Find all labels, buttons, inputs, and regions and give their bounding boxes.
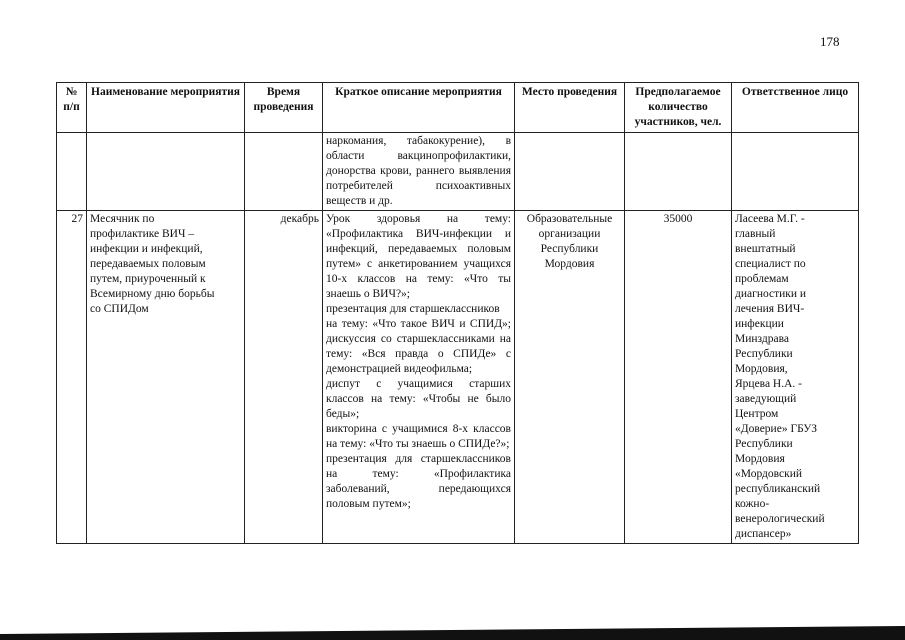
cell-place — [515, 133, 625, 211]
cell-responsible — [732, 133, 859, 211]
cell-time: декабрь — [245, 211, 323, 544]
header-responsible: Ответственное лицо — [732, 83, 859, 133]
cell-place: Образовательные организации Республики Мордовия — [515, 211, 625, 544]
events-table — [56, 82, 859, 544]
cell-desc: Урок здоровья на тему: «Профилактика ВИЧ-инфекции и инфекций, передаваемых половым путем» с анкетированием учащихся 10-х классов на тему: «Что ты знаешь о ВИЧ?»; презентация для старшеклассников на тему: «Что такое ВИЧ и СПИД»; дискуссия со старшеклассниками на тему: «Вся правда о СПИДе» с демонстрацией видеофильма; диспут с учащимися старших классов на тему: «Чтобы не было беды»; викторина с учащимися 8-х классов на тему: «Что ты знаешь о СПИДе?»; презентация для старшеклассников на тему: «Профилактика заболеваний, передающихся половым путем»; — [323, 211, 515, 544]
header-num: № п/п — [57, 83, 87, 133]
cell-count — [625, 133, 732, 211]
header-desc: Краткое описание мероприятия — [323, 83, 515, 133]
header-row — [57, 83, 859, 133]
cell-name: Месячник по профилактике ВИЧ – инфекции и инфекций, передаваемых половым путем, приуроченный к Всемирному дню борьбы со СПИДом — [87, 211, 245, 544]
header-time: Время проведения — [245, 83, 323, 133]
page-number: 178 — [820, 34, 840, 49]
header-place: Место проведения — [515, 83, 625, 133]
table-row — [57, 133, 859, 211]
header-name: Наименование мероприятия — [87, 83, 245, 133]
header-count: Предполагаемое количество участников, чел. — [625, 83, 732, 133]
cell-count: 35000 — [625, 211, 732, 544]
cell-responsible: Ласеева М.Г. - главный внештатный специалист по проблемам диагностики и лечения ВИЧ- инфекции Минздрава Республики Мордовия, Ярцева Н.А. - заведующий Центром «Доверие» ГБУЗ Республики Мордовия «Мордовский республиканский кожно- венерологический диспансер» — [732, 211, 859, 544]
cell-desc: наркомания, табакокурение), в области вакцинопрофилактики, донорства крови, раннего выявления потребителей психоактивных веществ и др. — [323, 133, 515, 211]
scan-edge — [0, 622, 905, 640]
cell-name — [87, 133, 245, 211]
cell-num: 27 — [57, 211, 87, 544]
table-row — [57, 211, 859, 544]
cell-time — [245, 133, 323, 211]
cell-num — [57, 133, 87, 211]
